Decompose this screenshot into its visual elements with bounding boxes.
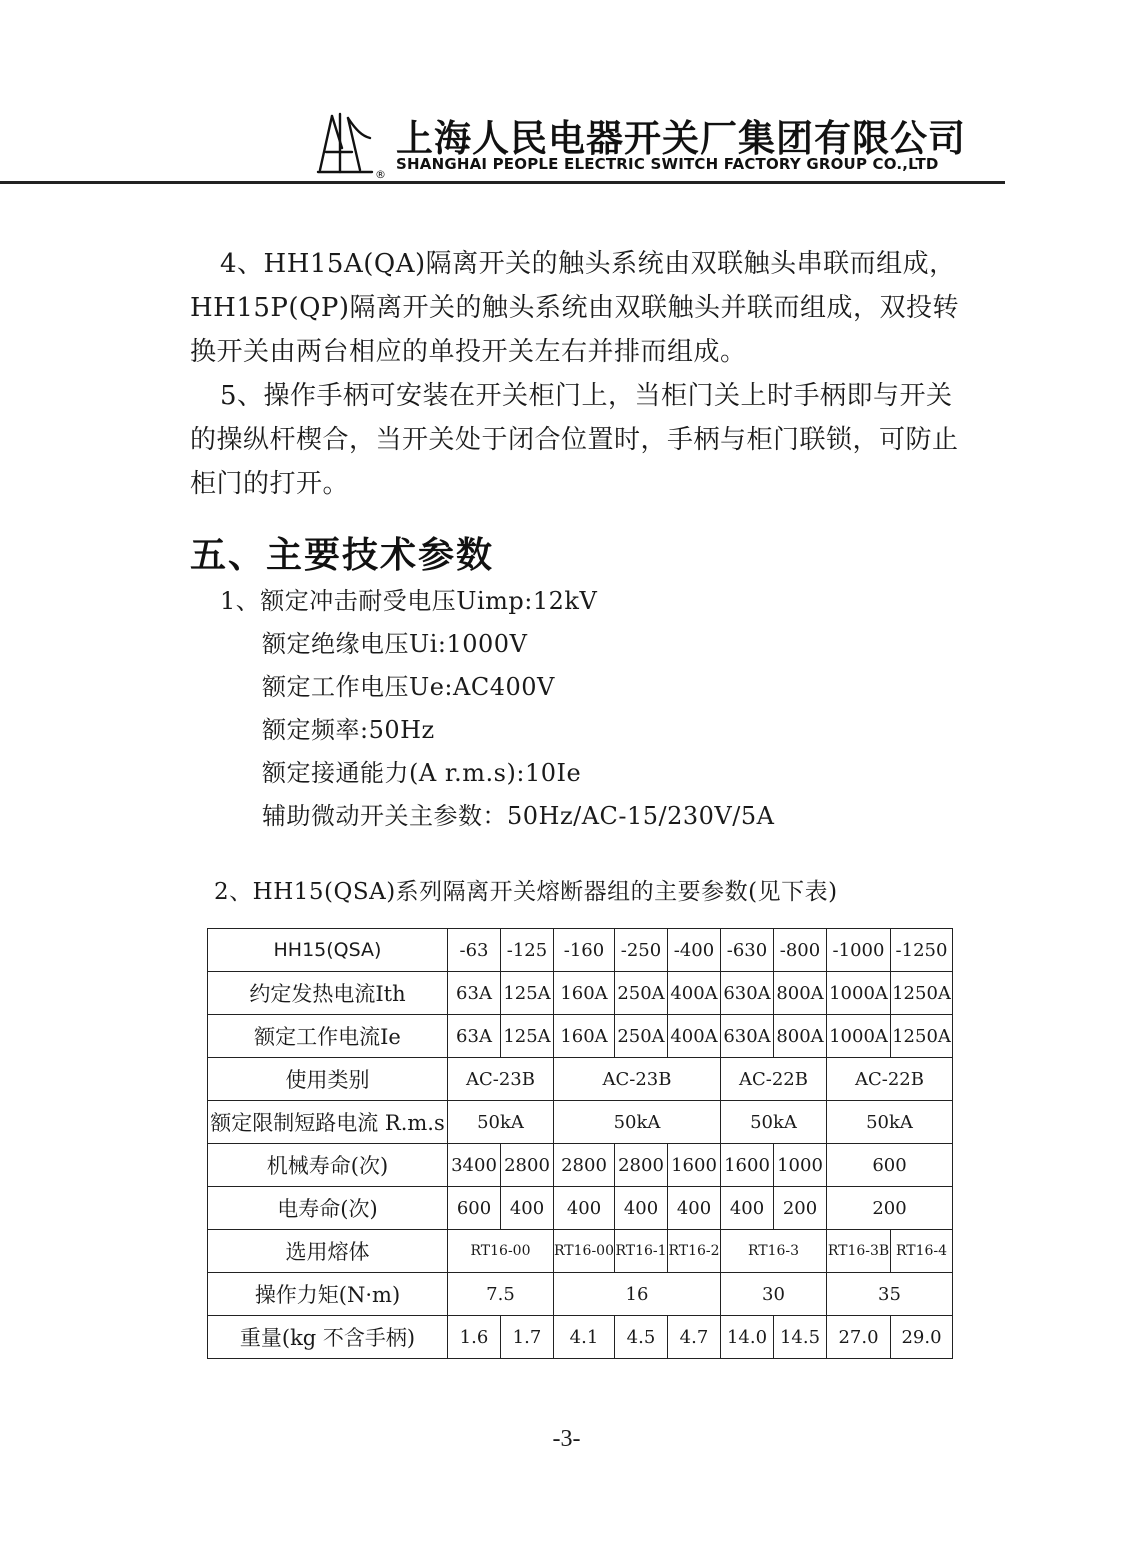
model-cell: -125 bbox=[501, 929, 554, 972]
table-cell: 1250A bbox=[891, 1015, 953, 1058]
table-cell: 2800 bbox=[554, 1144, 615, 1187]
table-cell: 50kA bbox=[554, 1101, 721, 1144]
row-label: 额定工作电流Ie bbox=[208, 1015, 448, 1058]
model-cell: -1250 bbox=[891, 929, 953, 972]
model-cell: -400 bbox=[668, 929, 721, 972]
table-cell: 400 bbox=[615, 1187, 668, 1230]
table-cell: 30 bbox=[721, 1273, 827, 1316]
paragraph-handle-interlock: 5、操作手柄可安装在开关柜门上，当柜门关上时手柄即与开关的操纵杆楔合，当开关处于闭合位置时，手柄与柜门联锁，可防止柜门的打开。 bbox=[190, 381, 959, 499]
param-impulse-voltage: 1、额定冲击耐受电压Uimp:12kV bbox=[220, 587, 598, 615]
company-name-en: SHANGHAI PEOPLE ELECTRIC SWITCH FACTORY GROUP CO.,LTD bbox=[396, 155, 939, 173]
spec-table bbox=[207, 928, 953, 1359]
table-cell: 1000A bbox=[827, 972, 891, 1015]
table-cell: 800A bbox=[774, 972, 827, 1015]
table-cell: 63A bbox=[448, 1015, 501, 1058]
page-header bbox=[0, 0, 1133, 190]
table-row bbox=[208, 972, 953, 1015]
table-cell: 4.1 bbox=[554, 1316, 615, 1359]
table-cell: AC-23B bbox=[448, 1058, 554, 1101]
table-cell: 1.7 bbox=[501, 1316, 554, 1359]
table-cell: 600 bbox=[827, 1144, 953, 1187]
table-cell: 400 bbox=[554, 1187, 615, 1230]
table-cell: 50kA bbox=[827, 1101, 953, 1144]
table-cell: RT16-1 bbox=[615, 1230, 668, 1273]
model-cell: -1000 bbox=[827, 929, 891, 972]
model-cell: -800 bbox=[774, 929, 827, 972]
table-row bbox=[208, 1015, 953, 1058]
table-cell: 160A bbox=[554, 972, 615, 1015]
table-cell: 14.0 bbox=[721, 1316, 774, 1359]
row-label: 操作力矩(N·m) bbox=[208, 1273, 448, 1316]
table-cell: 50kA bbox=[448, 1101, 554, 1144]
table-cell: RT16-00 bbox=[448, 1230, 554, 1273]
table-cell: RT16-3B bbox=[827, 1230, 891, 1273]
header-divider bbox=[0, 181, 1005, 184]
table-cell: 1600 bbox=[668, 1144, 721, 1187]
table-cell: 600 bbox=[448, 1187, 501, 1230]
table-cell: RT16-00 bbox=[554, 1230, 615, 1273]
table-cell: 400A bbox=[668, 1015, 721, 1058]
row-label: 机械寿命(次) bbox=[208, 1144, 448, 1187]
table-cell: 200 bbox=[774, 1187, 827, 1230]
table-cell: 250A bbox=[615, 1015, 668, 1058]
param-insulation-voltage: 额定绝缘电压Ui:1000V bbox=[262, 630, 528, 658]
table-cell: 63A bbox=[448, 972, 501, 1015]
table-cell: 2800 bbox=[501, 1144, 554, 1187]
table-cell: 7.5 bbox=[448, 1273, 554, 1316]
table-cell: 29.0 bbox=[891, 1316, 953, 1359]
table-row bbox=[208, 1058, 953, 1101]
table-cell: 1250A bbox=[891, 972, 953, 1015]
table-cell: 4.7 bbox=[668, 1316, 721, 1359]
param-aux-switch: 辅助微动开关主参数：50Hz/AC-15/230V/5A bbox=[262, 802, 775, 830]
param-frequency: 额定频率:50Hz bbox=[262, 716, 435, 744]
param-operating-voltage: 额定工作电压Ue:AC400V bbox=[262, 673, 555, 701]
model-cell: -630 bbox=[721, 929, 774, 972]
row-label: 选用熔体 bbox=[208, 1230, 448, 1273]
model-cell: -63 bbox=[448, 929, 501, 972]
table-row bbox=[208, 1230, 953, 1273]
table-cell: 1000A bbox=[827, 1015, 891, 1058]
parameter-list bbox=[220, 580, 774, 838]
model-cell: -250 bbox=[615, 929, 668, 972]
company-name-cn: 上海人民电器开关厂集团有限公司 bbox=[396, 117, 966, 160]
table-row bbox=[208, 1187, 953, 1230]
table-cell: 3400 bbox=[448, 1144, 501, 1187]
table-cell: 27.0 bbox=[827, 1316, 891, 1359]
table-caption: 2、HH15(QSA)系列隔离开关熔断器组的主要参数(见下表) bbox=[214, 879, 838, 905]
table-cell: AC-22B bbox=[721, 1058, 827, 1101]
table-cell: 400A bbox=[668, 972, 721, 1015]
table-cell: 800A bbox=[774, 1015, 827, 1058]
paragraph-contact-system: 4、HH15A(QA)隔离开关的触头系统由双联触头串联而组成，HH15P(QP)隔离开关的触头系统由双联触头并联而组成，双投转换开关由两台相应的单投开关左右并排而组成。 bbox=[190, 249, 960, 367]
table-cell: 630A bbox=[721, 1015, 774, 1058]
table-cell: RT16-4 bbox=[891, 1230, 953, 1273]
table-row bbox=[208, 1144, 953, 1187]
table-cell: RT16-2 bbox=[668, 1230, 721, 1273]
table-cell: 14.5 bbox=[774, 1316, 827, 1359]
table-cell: 200 bbox=[827, 1187, 953, 1230]
table-cell: 250A bbox=[615, 972, 668, 1015]
model-cell: -160 bbox=[554, 929, 615, 972]
table-row bbox=[208, 1273, 953, 1316]
table-cell: 125A bbox=[501, 972, 554, 1015]
table-cell: RT16-3 bbox=[721, 1230, 827, 1273]
table-cell: 4.5 bbox=[615, 1316, 668, 1359]
table-cell: 125A bbox=[501, 1015, 554, 1058]
table-cell: 400 bbox=[721, 1187, 774, 1230]
table-cell: 50kA bbox=[721, 1101, 827, 1144]
row-label: 电寿命(次) bbox=[208, 1187, 448, 1230]
table-cell: AC-23B bbox=[554, 1058, 721, 1101]
table-cell: 1000 bbox=[774, 1144, 827, 1187]
row-label: 重量(kg 不含手柄) bbox=[208, 1316, 448, 1359]
table-cell: 35 bbox=[827, 1273, 953, 1316]
table-row bbox=[208, 1101, 953, 1144]
row-label: 使用类别 bbox=[208, 1058, 448, 1101]
table-cell: 2800 bbox=[615, 1144, 668, 1187]
model-label-cell: HH15(QSA) bbox=[208, 929, 448, 972]
table-cell: 1600 bbox=[721, 1144, 774, 1187]
table-cell: 1.6 bbox=[448, 1316, 501, 1359]
row-label: 额定限制短路电流 R.m.s bbox=[208, 1101, 448, 1144]
page-number: -3- bbox=[552, 1426, 581, 1452]
table-cell: 400 bbox=[668, 1187, 721, 1230]
company-logo bbox=[312, 108, 390, 180]
row-label: 约定发热电流Ith bbox=[208, 972, 448, 1015]
param-making-capacity: 额定接通能力(A r.m.s):10Ie bbox=[262, 759, 582, 787]
table-cell: 400 bbox=[501, 1187, 554, 1230]
svg-text:®: ® bbox=[375, 168, 386, 180]
table-row bbox=[208, 1316, 953, 1359]
table-cell: 160A bbox=[554, 1015, 615, 1058]
table-cell: 16 bbox=[554, 1273, 721, 1316]
section-title: 五、主要技术参数 bbox=[190, 535, 495, 576]
table-cell: AC-22B bbox=[827, 1058, 953, 1101]
table-header-row bbox=[208, 929, 953, 972]
table-cell: 630A bbox=[721, 972, 774, 1015]
